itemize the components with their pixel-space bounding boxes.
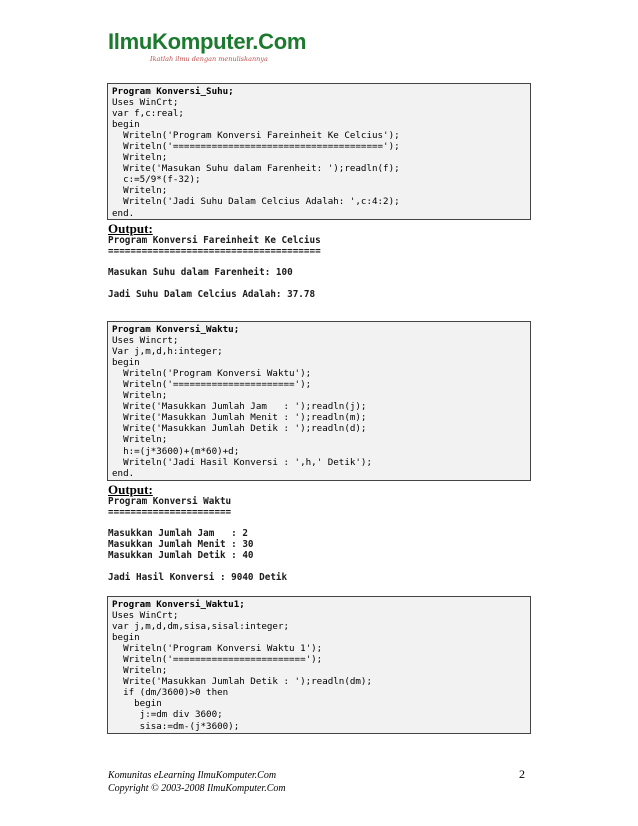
code-block-konversi-suhu	[107, 83, 531, 220]
page-number: 2	[519, 767, 525, 781]
console-output: Program Konversi Waktu ====================== Masukkan Jumlah Jam : 2 Masukkan Jumlah Menit : 30 Masukkan Jumlah Detik : 40 Jadi Hasil Konversi : 9040 Detik	[108, 496, 288, 583]
code-listing	[112, 599, 526, 732]
program-title: Program Konversi_Suhu;	[112, 86, 234, 97]
logo-tagline: Ikatlah ilmu dengan menuliskannya	[150, 55, 268, 63]
code-body: Uses Wincrt; Var j,m,d,h:integer; begin Writeln('Program Konversi Waktu'); Writeln('======================'); Writeln; Write('Masukkan Jumlah Jam : ');readln(j); Write('Masukkan Jumlah Menit : ');readln(m); Write('Masukkan Jumlah Detik : ');readln(d); Writeln; h:=(j*3600)+(m*60)+d; Writeln('Jadi Hasil Konversi : ',h,' Detik'); end.	[112, 335, 372, 479]
code-listing	[112, 86, 526, 219]
output-label: Output:	[108, 221, 153, 236]
site-logo	[108, 30, 308, 70]
output-label: Output:	[108, 482, 153, 497]
console-output: Program Konversi Fareinheit Ke Celcius ====================================== Masukan Suhu dalam Farenheit: 100 Jadi Suhu Dalam Celcius Adalah: 37.78	[108, 235, 321, 300]
code-listing	[112, 324, 526, 479]
code-body: Uses WinCrt; var f,c:real; begin Writeln('Program Konversi Fareinheit Ke Celcius'); Writeln('======================================'); Writeln; Write('Masukan Suhu dalam Farenheit: ');readln(f); c:=5/9*(f-32); Writeln; Writeln('Jadi Suhu Dalam Celcius Adalah: ',c:4:2); end.	[112, 97, 400, 219]
footer-copyright: Copyright © 2003-2008 IlmuKomputer.Com	[108, 782, 286, 794]
page-footer	[108, 770, 286, 795]
footer-community: Komunitas eLearning IlmuKomputer.Com	[108, 770, 277, 781]
logo-text: IlmuKomputer.Com	[108, 29, 307, 54]
program-title: Program Konversi_Waktu;	[112, 324, 240, 335]
program-title: Program Konversi_Waktu1;	[112, 599, 245, 610]
code-block-konversi-waktu	[107, 321, 531, 481]
code-block-konversi-waktu1	[107, 596, 531, 734]
code-body: Uses WinCrt; var j,m,d,dm,sisa,sisal:integer; begin Writeln('Program Konversi Waktu 1'); Writeln('========================'); Writeln; Write('Masukkan Jumlah Detik : ');readln(dm); if (dm/3600)>0 then begin j:=dm div 3600; sisa:=dm-(j*3600);	[112, 610, 372, 732]
